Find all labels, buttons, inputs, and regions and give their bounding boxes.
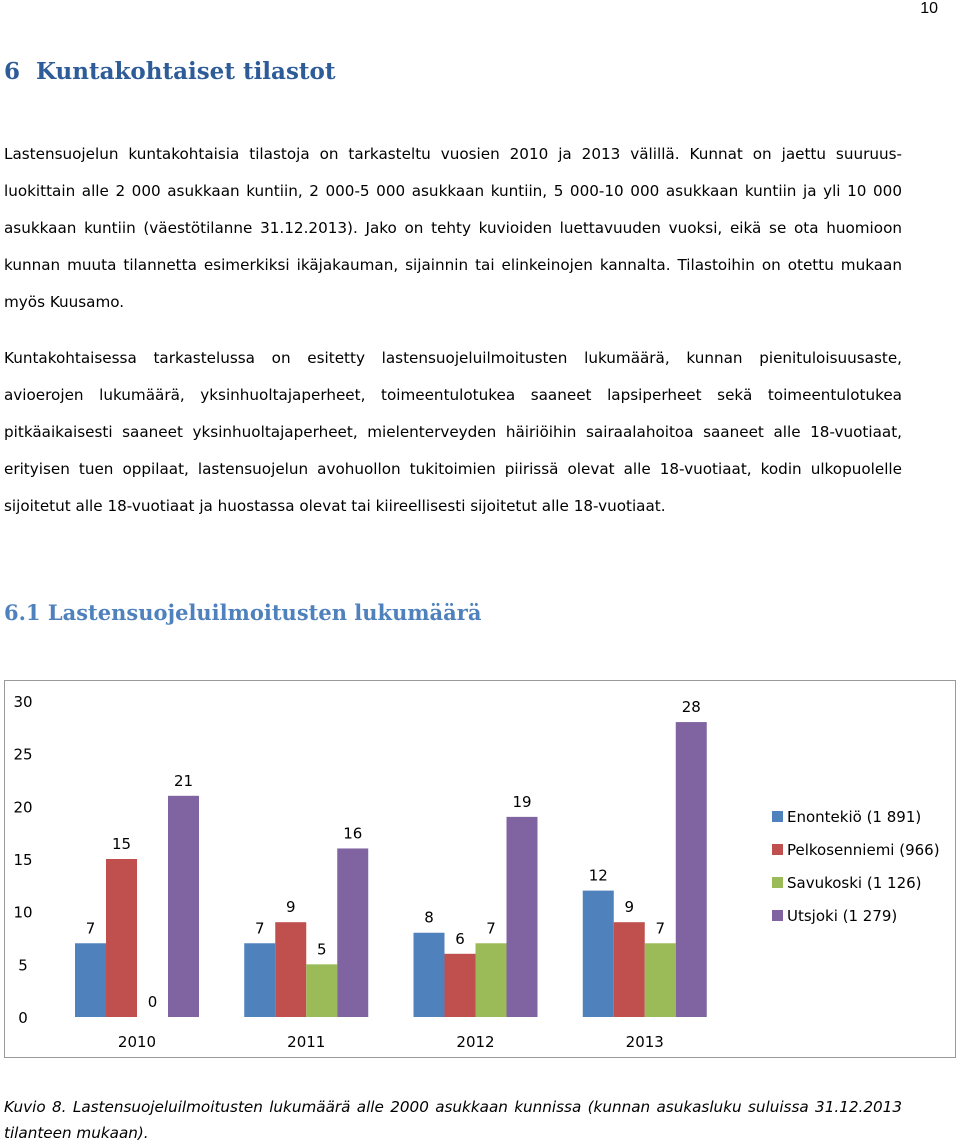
data-label: 16 (343, 824, 363, 843)
subsection-number: 6.1 (4, 600, 41, 625)
bar (275, 922, 306, 1017)
data-label: 5 (316, 940, 327, 959)
data-label: 7 (254, 919, 265, 938)
page-number: 10 (920, 0, 938, 17)
intro-paragraph: Lastensuojelun kuntakohtaisia tilastoja on tarkasteltu vuosien 2010 ja 2013 välillä. Kunnat on jaettu suuruus-luokittain alle 2 000 asukkaan kuntiin, 2 000-5 000 asukkaan kuntiin, 5 000-10 000 asukkaan kuntiin ja yli 10 000 asukkaan kuntiin (väestötilanne 31.12.2013). Jako on tehty kuvioiden luettavuuden vuoksi, eikä se ota huomioon kunnan muuta tilannetta esimerkiksi ikäjakauman, sijainnin tai elinkeinojen kannalta. Tilastoihin on otettu mukaan myös Kuusamo. (4, 145, 902, 311)
y-tick-label: 25 (13, 745, 33, 764)
chart-canvas (5, 681, 955, 1057)
legend-swatch (772, 844, 783, 855)
bar (337, 848, 368, 1017)
data-label: 15 (111, 835, 132, 853)
data-label: 7 (486, 919, 496, 938)
bar (676, 722, 707, 1017)
bar (645, 943, 676, 1017)
data-label: 0 (147, 993, 158, 1011)
data-label: 9 (285, 898, 296, 917)
data-label: 28 (681, 698, 701, 717)
bar (507, 817, 538, 1017)
data-label: 21 (173, 771, 194, 790)
bar (244, 943, 275, 1017)
legend-label: Savukoski (1 126) (787, 874, 922, 892)
legend-swatch (772, 877, 783, 888)
bar (445, 954, 476, 1017)
bar (106, 859, 137, 1017)
x-tick-label: 2013 (625, 1033, 664, 1051)
x-tick-label: 2011 (287, 1033, 326, 1051)
legend-swatch (772, 910, 783, 921)
bar-chart (4, 680, 956, 1058)
subsection-heading (4, 600, 481, 625)
data-label: 9 (624, 898, 635, 917)
data-label: 6 (455, 929, 465, 948)
content-paragraph: Kuntakohtaisessa tarkastelussa on esitetty lastensuojeluilmoitusten lukumäärä, kunnan pienituloisuusaste, avioerojen lukumäärä, yksinhuoltajaperheet, toimeentulotukea saaneet lapsiperheet sekä toimeentulotukea pitkäaikaisesti saaneet yksinhuoltajaperheet, mielenterveyden häiriöihin sairaalahoitoa saaneet alle 18-vuotiaat, erityisen tuen oppilaat, lastensuojelun avohuollon tukitoimien piirissä olevat alle 18-vuotiaat, kodin ulkopuolelle sijoitetut alle 18-vuotiaat ja huostassa olevat tai kiireellisesti sijoitetut alle 18-vuotiaat. (4, 349, 902, 515)
y-tick-label: 30 (13, 693, 33, 711)
legend-label: Utsjoki (1 279) (787, 907, 898, 925)
bar (306, 964, 337, 1017)
bar (583, 891, 614, 1017)
data-label: 7 (655, 919, 666, 938)
y-tick-label: 20 (13, 798, 33, 817)
bar (75, 943, 106, 1017)
data-label: 12 (588, 866, 608, 885)
legend-label: Pelkosenniemi (966) (787, 841, 940, 859)
y-tick-label: 5 (18, 956, 28, 975)
section-title: Kuntakohtaiset tilastot (36, 58, 336, 85)
bar (614, 922, 645, 1017)
data-label: 7 (85, 919, 96, 938)
y-tick-label: 15 (13, 851, 33, 869)
bar (414, 933, 445, 1017)
data-label: 8 (424, 908, 434, 927)
figure-caption: Kuvio 8. Lastensuojeluilmoitusten lukumäärä alle 2000 asukkaan kunnissa (kunnan asukasluku suluissa 31.12.2013 tilanteen mukaan). (4, 1098, 902, 1142)
data-label: 19 (512, 792, 532, 811)
section-heading (4, 58, 336, 85)
section-number: 6 (4, 58, 21, 85)
x-tick-label: 2010 (117, 1033, 157, 1051)
x-tick-label: 2012 (456, 1033, 495, 1051)
bar (168, 796, 199, 1017)
legend-swatch (772, 811, 783, 822)
y-tick-label: 10 (13, 903, 33, 922)
legend-label: Enontekiö (1 891) (787, 808, 922, 826)
y-tick-label: 0 (18, 1009, 28, 1027)
bar (476, 943, 507, 1017)
subsection-title: Lastensuojeluilmoitusten lukumäärä (47, 600, 482, 625)
